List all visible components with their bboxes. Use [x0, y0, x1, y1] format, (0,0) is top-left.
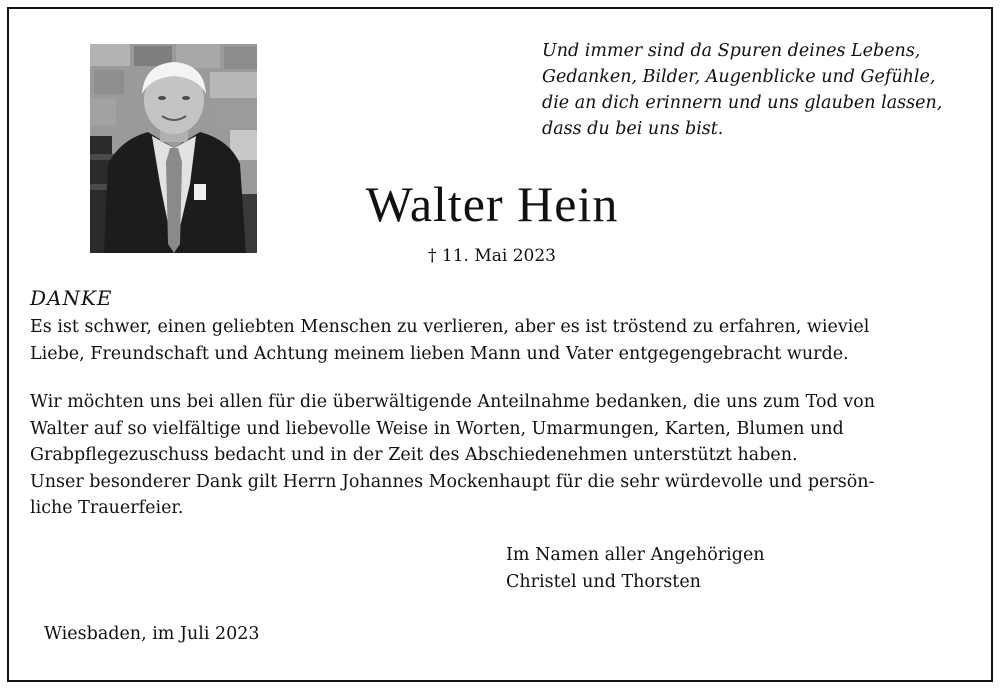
poem-line: dass du bei uns bist. — [542, 119, 724, 139]
poem-line: die an dich erinnern und uns glauben lassen, — [542, 93, 943, 113]
death-date: † 11. Mai 2023 — [428, 246, 556, 266]
thanks-heading: DANKE — [30, 286, 113, 310]
poem — [542, 38, 972, 142]
message-paragraph-2 — [30, 389, 875, 522]
message-paragraph-1 — [30, 314, 869, 367]
portrait-photo — [90, 44, 257, 253]
poem-line: Gedanken, Bilder, Augenblicke und Gefühle, — [542, 67, 936, 87]
paragraph-line: Wir möchten uns bei allen für die überwältigende Anteilnahme bedanken, die uns zum Tod von — [30, 392, 875, 412]
paragraph-line: Walter auf so vielfältige und liebevolle Weise in Worten, Umarmungen, Karten, Blumen und — [30, 418, 844, 439]
place-date: Wiesbaden, im Juli 2023 — [44, 624, 260, 644]
signature-block — [506, 542, 765, 595]
portrait-photo-icon — [90, 44, 257, 253]
paragraph-line: Grabpflegezuschuss bedacht und in der Zeit des Abschiedenehmen unterstützt haben. — [30, 445, 798, 465]
signature-line-1: Im Namen aller Angehörigen — [506, 545, 765, 565]
paragraph-line: Es ist schwer, einen geliebten Menschen zu verlieren, aber es ist tröstend zu erfahren, wieviel — [30, 317, 870, 337]
signature-line-2: Christel und Thorsten — [506, 571, 701, 592]
poem-line: Und immer sind da Spuren deines Lebens, — [542, 41, 921, 61]
paragraph-line: liche Trauerfeier. — [30, 498, 184, 518]
deceased-name: Walter Hein — [365, 176, 619, 232]
paragraph-line: Unser besonderer Dank gilt Herrn Johannes Mockenhaupt für die sehr würdevolle und persön- — [30, 471, 875, 492]
paragraph-line: Liebe, Freundschaft und Achtung meinem lieben Mann und Vater entgegengebracht wurde. — [30, 343, 849, 364]
